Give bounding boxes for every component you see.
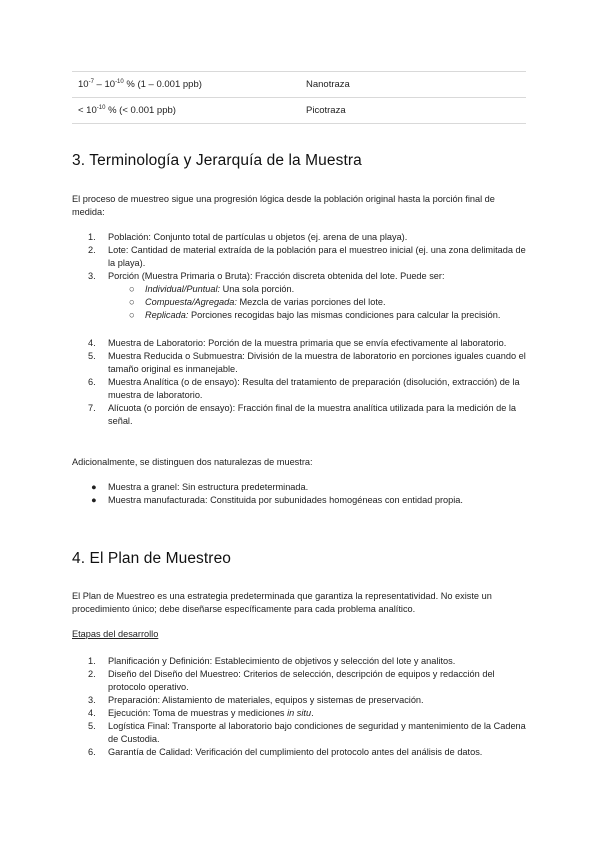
- list-item: 5. Muestra Reducida o Submuestra: División de la muestra de laboratorio en porciones iguales cuando el tamaño original es inmanejable.: [88, 351, 526, 374]
- list-item: 6. Garantía de Calidad: Verificación del cumplimiento del protocolo antes del análisis de datos.: [88, 747, 483, 757]
- list-item: 7. Alícuota (o porción de ensayo): Fracción final de la muestra analítica utilizada para la medición de la señal.: [88, 403, 517, 426]
- list-item: 4. Muestra de Laboratorio: Porción de la muestra primaria que se envía efectivamente al laboratorio.: [88, 338, 507, 348]
- list-item: 2. Diseño del Diseño del Muestreo: Criterios de selección, descripción de equipos y redacción del protocolo operativo.: [88, 669, 495, 692]
- list-item: ○ Individual/Puntual: Una sola porción.: [129, 284, 295, 294]
- list-item: 3. Preparación: Alistamiento de materiales, equipos y sistemas de preservación.: [88, 695, 424, 705]
- list-item: ○ Compuesta/Agregada: Mezcla de varias porciones del lote.: [129, 297, 386, 307]
- table-cell-name: Picotraza: [300, 98, 526, 124]
- table-cell-range: < $10^{-10}$ % (< 0.001 ppb): [72, 98, 300, 124]
- table-row: [72, 98, 526, 124]
- list-item: 3. Porción (Muestra Primaria o Bruta): Fracción discreta obtenida del lote. Puede ser:: [88, 271, 445, 281]
- portion-types-list: [72, 283, 532, 322]
- plan-steps-list: [72, 655, 532, 759]
- list-item: ○ Replicada: Porciones recogidas bajo las mismas condiciones para calcular la precisión.: [129, 310, 501, 320]
- list-item: 1. Población: Conjunto total de partículas u objetos (ej. arena de una playa).: [88, 232, 408, 242]
- section-4-title: 4. El Plan de Muestreo: [72, 550, 232, 567]
- list-item: 2. Lote: Cantidad de material extraída de la población para el muestreo inicial (ej. una zona delimitada de la playa).: [88, 245, 526, 268]
- table-cell-name: Nanotraza: [300, 72, 526, 98]
- units-table: [72, 71, 526, 124]
- section-4-intro: El Plan de Muestreo es una estrategia predeterminada que garantiza la representatividad. No existe un procedimiento único; debe diseñarse específicamente para cada problema analítico.: [72, 591, 492, 614]
- hierarchy-list: [72, 231, 532, 283]
- list-item: ● Muestra manufacturada: Constituida por subunidades homogéneas con entidad propia.: [91, 495, 463, 505]
- list-item: 1. Planificación y Definición: Establecimiento de objetivos y selección del lote y analitos.: [88, 656, 456, 666]
- natures-list: [72, 481, 532, 507]
- table-cell-range: $10^{-7} - 10^{-10}$ % (1 – 0.001 ppb): [72, 72, 300, 98]
- section-3-intro: El proceso de muestreo sigue una progresión lógica desde la población original hasta la porción final de medida:: [72, 194, 495, 217]
- list-item: 6. Muestra Analítica (o de ensayo): Resulta del tratamiento de preparación (disolución, extracción) de la muestra de laboratorio.: [88, 377, 520, 400]
- list-item: 5. Logística Final: Transporte al laboratorio bajo condiciones de seguridad y mantenimiento de la Cadena de Custodia.: [88, 721, 526, 744]
- list-item: 4. Ejecución: Toma de muestras y mediciones in situ.: [88, 708, 314, 718]
- stages-link[interactable]: Etapas del desarrollo: [72, 629, 159, 639]
- list-item: ● Muestra a granel: Sin estructura predeterminada.: [91, 482, 309, 492]
- section-3-title: 3. Terminología y Jerarquía de la Muestra: [72, 152, 362, 169]
- table-row: [72, 72, 526, 98]
- natures-intro: Adicionalmente, se distinguen dos naturalezas de muestra:: [72, 457, 313, 467]
- hierarchy-list-continued: [72, 337, 532, 428]
